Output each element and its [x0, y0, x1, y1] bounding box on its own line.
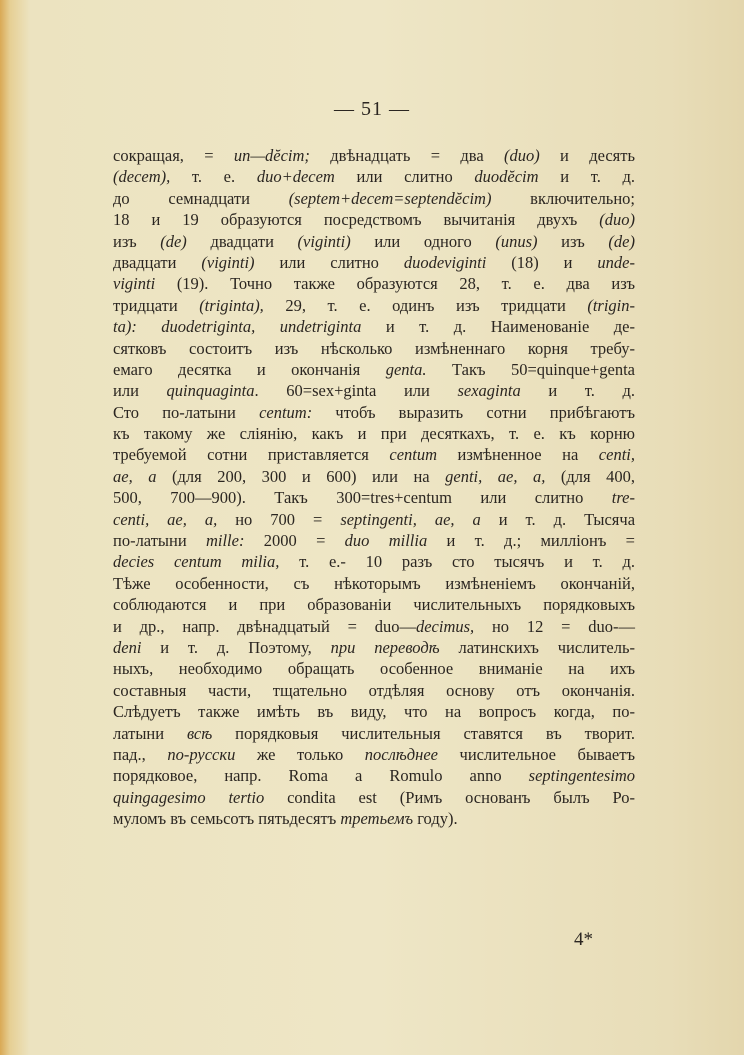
text-line: [113, 145, 635, 166]
italic-text: по-русски: [167, 744, 236, 764]
text-segment: чтобъ выразить сотни прибѣгаютъ: [312, 402, 635, 422]
text-line: [113, 616, 635, 637]
text-segment: двадцати: [113, 252, 202, 272]
italic-text: duo millia: [344, 531, 428, 551]
italic-text: (septem+decem=septendĕcim): [288, 188, 492, 208]
text-line: [113, 787, 635, 808]
italic-text: (duo): [503, 146, 540, 165]
text-segment: и т. д. Поэтому,: [141, 637, 331, 657]
text-segment: Тѣже особенности, съ нѣкоторымъ измѣненіемъ окончаній,: [113, 573, 635, 593]
text-line: [113, 701, 635, 722]
italic-text: (de): [160, 231, 187, 251]
text-segment: condita est (Римъ основанъ былъ Ро-: [264, 787, 635, 807]
text-line: [113, 637, 635, 658]
italic-text: (unus): [495, 231, 538, 251]
italic-text: centi, ae, a,: [113, 509, 218, 529]
text-segment: но 700 =: [217, 509, 341, 529]
text-segment: и т. д.: [538, 167, 635, 187]
text-segment: и десять: [539, 146, 635, 165]
text-segment: (для 400,: [545, 466, 635, 486]
italic-text: duodeviginti: [403, 252, 487, 272]
signature-mark: 4*: [574, 929, 593, 950]
text-line: [113, 509, 635, 530]
text-line: [113, 188, 635, 209]
italic-text: mille:: [205, 531, 245, 551]
italic-text: (viginti): [201, 252, 255, 272]
text-segment: изъ: [113, 231, 161, 251]
text-segment: порядковое, напр. Roma a Romulo anno: [113, 766, 529, 786]
italic-text: centi,: [598, 445, 635, 465]
text-segment: по-латыни: [113, 531, 206, 551]
text-segment: числительное бываетъ: [437, 744, 635, 764]
text-line: [113, 744, 635, 765]
italic-text: (triginta),: [199, 295, 264, 315]
text-line: [113, 808, 635, 829]
text-line: [113, 359, 635, 380]
text-segment: 29, т. е. одинъ изъ тридцати: [263, 295, 588, 315]
italic-text: decies centum milia,: [113, 552, 280, 572]
text-segment: (для 200, 300 и 600) или на: [156, 466, 446, 486]
text-segment: требуемой сотни приставляется: [113, 445, 390, 465]
italic-text: (trigin-: [587, 295, 635, 315]
italic-text: третьемъ: [340, 809, 414, 829]
text-segment: латыни: [113, 723, 187, 743]
text-segment: и т. д.; милліонъ =: [427, 531, 635, 551]
text-segment: (19). Точно также образуются 28, т. е. два изъ: [155, 274, 635, 294]
text-segment: къ такому же сліянію, какъ и при десяткахъ, т. е. къ корню: [113, 424, 635, 444]
text-segment: тридцати: [113, 295, 200, 315]
italic-text: при переводѣ: [330, 637, 440, 657]
italic-text: duodĕcim: [474, 167, 539, 187]
text-segment: 500, 700—900). Такъ 300=tres+centum или слитно: [113, 488, 612, 508]
text-segment: порядковыя числительныя ставятся въ творит.: [212, 723, 636, 743]
text-segment: и т. д.: [520, 381, 636, 401]
text-segment: же только: [235, 744, 365, 764]
italic-text: decimus,: [415, 616, 475, 636]
text-line: [113, 466, 635, 487]
text-segment: (18) и: [486, 252, 598, 272]
text-segment: соблюдаются и при образованіи числительныхъ порядковыхъ: [113, 595, 635, 615]
italic-text: (de): [608, 231, 635, 251]
text-segment: емаго десятка и окончанія: [113, 359, 386, 379]
italic-text: duo+decem: [256, 167, 335, 187]
text-line: [113, 209, 635, 230]
text-line: [113, 530, 635, 551]
italic-text: unde-: [597, 252, 635, 272]
text-line: [113, 380, 635, 401]
text-segment: составныя части, тщательно отдѣляя основу отъ окончанія.: [113, 680, 635, 700]
italic-text: un—dĕcim;: [233, 146, 310, 165]
text-line: [113, 765, 635, 786]
text-segment: Такъ 50=quinque+genta: [426, 359, 635, 379]
text-segment: до семнадцати: [113, 188, 289, 208]
text-segment: ныхъ, необходимо обращать особенное вниманіе на ихъ: [113, 659, 635, 679]
text-line: [113, 680, 635, 701]
text-line: [113, 273, 635, 294]
body-text: [113, 145, 635, 830]
text-line: [113, 166, 635, 187]
text-segment: Сто по-латыни: [113, 402, 260, 422]
text-segment: измѣненное на: [437, 445, 599, 465]
italic-text: deni: [113, 637, 142, 657]
text-segment: и др., напр. двѣнадцатый = duo—: [113, 616, 416, 636]
italic-text: genta.: [385, 359, 427, 379]
text-segment: двѣнадцать = два: [309, 146, 504, 165]
text-segment: Слѣдуетъ также имѣть въ виду, что на вопросъ когда, по-: [113, 702, 635, 722]
text-segment: но 12 = duo-—: [474, 616, 635, 636]
italic-text: centum:: [259, 402, 313, 422]
italic-text: (decem),: [113, 167, 171, 187]
text-segment: т. е.- 10 разъ сто тысячъ и т. д.: [279, 552, 635, 572]
text-segment: 18 и 19 образуются посредствомъ вычитанія двухъ: [113, 210, 600, 230]
text-line: [113, 231, 635, 252]
text-segment: изъ: [537, 231, 609, 251]
text-segment: и т. д. Наименованіе де-: [361, 317, 635, 337]
italic-text: quinquaginta: [166, 381, 255, 401]
italic-text: ae, a: [113, 466, 157, 486]
text-line: [113, 295, 635, 316]
text-line: [113, 252, 635, 273]
text-segment: или слитно: [334, 167, 475, 187]
text-line: [113, 658, 635, 679]
italic-text: quingagesimo tertio: [113, 787, 265, 807]
text-line: [113, 444, 635, 465]
text-segment: пад.,: [113, 744, 168, 764]
text-segment: и т. д. Тысяча: [480, 509, 636, 529]
text-line: [113, 402, 635, 423]
text-line: [113, 594, 635, 615]
italic-text: centum: [389, 445, 438, 465]
italic-text: (duo): [599, 210, 635, 230]
text-segment: сокращая, =: [113, 146, 234, 165]
page-number: — 51 —: [334, 98, 410, 120]
italic-text: sexaginta: [457, 381, 521, 401]
text-segment: 2000 =: [244, 531, 345, 551]
text-line: [113, 423, 635, 444]
text-segment: муломъ въ семьсотъ пятьдесятъ: [113, 809, 341, 829]
text-line: [113, 723, 635, 744]
italic-text: tre-: [611, 488, 635, 508]
text-segment: или слитно: [254, 252, 404, 272]
text-segment: году).: [413, 809, 458, 829]
text-line: [113, 338, 635, 359]
text-segment: включительно;: [491, 188, 635, 208]
text-segment: . 60=sex+ginta или: [254, 381, 458, 401]
text-segment: сятковъ состоитъ изъ нѣсколько измѣненнаго корня требу-: [113, 338, 635, 358]
italic-text: послѣднее: [364, 744, 438, 764]
text-segment: или одного: [350, 231, 496, 251]
italic-text: (viginti): [297, 231, 351, 251]
italic-text: septingenti, ae, a: [340, 509, 481, 529]
italic-text: всѣ: [186, 723, 213, 743]
text-line: [113, 573, 635, 594]
text-segment: двадцати: [186, 231, 298, 251]
italic-text: genti, ae, a,: [445, 466, 546, 486]
text-segment: или: [113, 381, 167, 401]
italic-text: viginti: [113, 274, 156, 294]
italic-text: ta): duodetriginta, undetriginta: [113, 317, 362, 337]
text-line: [113, 551, 635, 572]
text-line: [113, 316, 635, 337]
text-line: [113, 487, 635, 508]
text-segment: латинскихъ числитель-: [439, 637, 635, 657]
italic-text: septingentesimo: [528, 766, 635, 786]
text-segment: т. е.: [170, 167, 257, 187]
